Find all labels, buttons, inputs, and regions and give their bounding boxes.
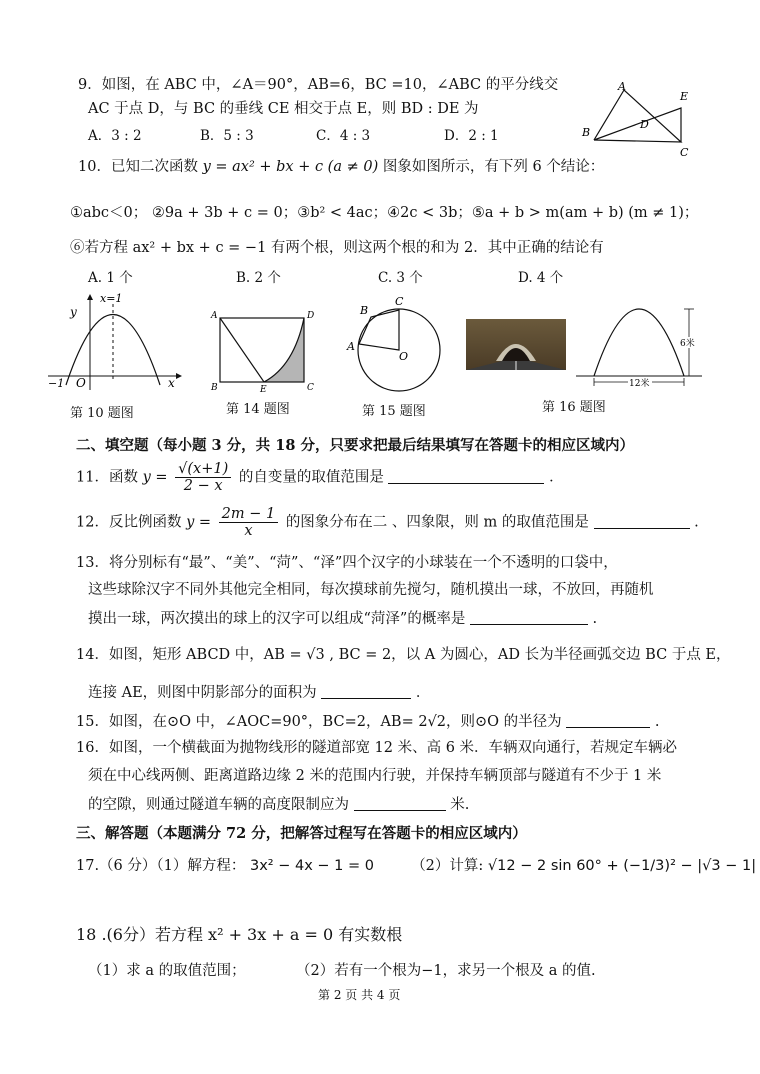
q14-answer-blank[interactable]: [321, 682, 411, 699]
q18-head: 18 .(6分）若方程 x² + 3x + a = 0 有实数根: [76, 925, 403, 944]
fig16-parabola: [594, 309, 684, 376]
fig15-label-c: C: [395, 295, 404, 308]
q16-line2: 须在中心线两侧、距离道路边缘 2 米的范围内行驶，并保持车辆顶部与隧道有不少于 1 米: [88, 768, 662, 784]
q16-line3: [88, 794, 469, 815]
q11-numerator: √(x+1): [175, 461, 231, 478]
fig10-y-arrow: [87, 294, 93, 300]
section3-title: 三、解答题（本题满分 72 分，把解答过程写在答题卡的相应区域内）: [76, 825, 527, 842]
fig16-height-label: 6米: [680, 339, 695, 349]
fig14-caption: 第 14 题图: [226, 402, 290, 417]
tunnel-photo: [466, 319, 566, 370]
q16-end: 米.: [450, 797, 470, 813]
q9-bisector-be: [594, 108, 681, 142]
fig15-caption: 第 15 题图: [362, 404, 426, 419]
fig15-label-o: O: [399, 350, 409, 363]
fig10-label-o: O: [76, 376, 86, 390]
q16-line1: 16．如图，一个横截面为抛物线形的隧道部宽 12 米、高 6 米．车辆双向通行，若规定车辆必: [76, 740, 678, 756]
fig14-shaded-region: [264, 318, 304, 382]
q13-line3: [88, 608, 597, 629]
q17: [76, 856, 756, 876]
q11-answer-blank[interactable]: [388, 467, 544, 484]
q12-answer-blank[interactable]: [594, 512, 690, 529]
q10-option-b: B. 2 个: [236, 270, 281, 286]
fig10-parabola: [48, 290, 183, 390]
q17-equation: 3x² − 4x − 1 = 0: [249, 858, 374, 874]
fig10-x-arrow: [176, 373, 182, 379]
q11-pre: 11．函数: [76, 469, 138, 486]
q11-denominator: 2 − x: [183, 478, 223, 494]
fig14-label-a: A: [211, 311, 218, 321]
q11-post: 的自变量的取值范围是: [238, 469, 384, 486]
q9-label-e: E: [680, 90, 689, 103]
q10-line1-pre: 10．已知二次函数: [78, 159, 198, 175]
q13-line2: 这些球除汉字不同外其他完全相同，每次摸球前先搅匀，随机摸出一球，不放回，再随机: [88, 582, 654, 598]
q14-line1: 14．如图，矩形 ABCD 中，AB = √3 , BC = 2，以 A 为圆心，AD 长为半径画弧交边 BC 于点 E，: [76, 647, 731, 663]
q17-expression: √12 − 2 sin 60° + (−1/3)² − |√3 − 1|: [487, 858, 757, 874]
q15-answer-blank[interactable]: [566, 711, 650, 728]
q17-head: 17.（6 分）（1）解方程：: [76, 858, 246, 874]
fig15-label-b: B: [360, 304, 369, 317]
q10-line1-post: 图象如图所示，有下列 6 个结论：: [382, 159, 605, 175]
fig10-curve: [66, 315, 160, 386]
fig10-label-neg1: −1: [48, 377, 65, 390]
q10-line1: [78, 157, 604, 177]
fig16-width-label: 12米: [629, 379, 650, 389]
q10-option-a: A. 1 个: [88, 270, 133, 286]
q13-line1: 13．将分别标有“最”、“美”、“菏”、“泽”四个汉字的小球装在一个不透明的口袋中，: [76, 555, 618, 571]
q13-line3-text: 摸出一球，两次摸出的球上的汉字可以组成“菏泽”的概率是: [88, 611, 466, 627]
q9-option-c: C．4 : 3: [316, 128, 371, 144]
q12: [76, 506, 699, 539]
q9-option-d: D．2 : 1: [444, 128, 499, 144]
q10-option-c: C. 3 个: [378, 270, 423, 286]
fig10-label-x: x: [168, 376, 175, 390]
q10-line1-formula: y = ax² + bx + c (a ≠ 0): [202, 159, 379, 175]
fig14-label-d: D: [307, 311, 315, 321]
q11-end: ．: [549, 469, 564, 486]
q9-line2: AC 于点 D，与 BC 的垂线 CE 相交于点 E，则 BD : DE 为: [88, 101, 479, 117]
q14-end: ．: [415, 685, 431, 701]
q13-answer-blank[interactable]: [470, 608, 588, 625]
q18-sub2: （2）若有一个根为−1，求另一个根及 a 的值.: [296, 963, 596, 979]
q9-option-b: B．5 : 3: [200, 128, 254, 144]
q9-label-b: B: [582, 126, 591, 139]
q9-label-d: D: [640, 118, 649, 131]
q9-label-c: C: [680, 146, 689, 159]
q9-option-a: A．3 : 2: [88, 128, 142, 144]
fig14-label-b: B: [211, 383, 218, 392]
fig15-label-a: A: [347, 340, 355, 353]
q11-fraction: [175, 461, 231, 494]
fig14-segment-ae: [220, 318, 264, 382]
fig10-caption: 第 10 题图: [70, 406, 134, 421]
fig10-label-axis: x=1: [100, 292, 123, 305]
q9-triangle-abc: [594, 90, 681, 142]
q9-triangle-figure: [576, 80, 696, 160]
q18-sub1: （1）求 a 的取值范围；: [88, 963, 246, 979]
q11: [76, 461, 564, 494]
fig10-label-y: y: [70, 305, 77, 319]
page-footer: 第 2 页 共 4 页: [318, 988, 401, 1002]
q10-option-d: D. 4 个: [518, 270, 564, 286]
q17-part2: （2）计算:: [411, 858, 484, 874]
q16-line3-text: 的空隙，则通过隧道车辆的高度限制应为: [88, 797, 349, 813]
q12-end: .: [694, 514, 699, 531]
q13-end: .: [592, 611, 598, 627]
q15-end: .: [654, 714, 660, 730]
q12-post: 的图象分布在二 、四象限，则 m 的取值范围是: [285, 514, 589, 531]
q12-fraction: [219, 506, 279, 539]
q12-numerator: 2m − 1: [219, 506, 279, 523]
fig14-rectangle: [208, 306, 320, 392]
fig14-label-c: C: [307, 383, 314, 392]
q14-line2-text: 连接 AE，则图中阴影部分的面积为: [88, 685, 317, 701]
q14-line2: [88, 682, 430, 703]
q16-answer-blank[interactable]: [354, 794, 446, 811]
q10-line3: ⑥若方程 ax² + bx + c = −1 有两个根，则这两个根的和为 2．其中正确的结论有: [70, 240, 604, 256]
q12-pre: 12．反比例函数: [76, 514, 182, 531]
q15: [76, 711, 660, 732]
fig15-circle: [340, 292, 444, 396]
fig16-caption: 第 16 题图: [542, 400, 606, 415]
q11-y: y =: [142, 469, 168, 486]
fig14-label-e: E: [260, 385, 267, 392]
section2-title: 二、填空题（每小题 3 分，共 18 分，只要求把最后结果填写在答题卡的相应区域内）: [76, 437, 634, 454]
q10-conclusions: ①abc＜0； ②9a + 3b + c = 0；③b² < 4ac；④2c < 3b；⑤a + b > m(am + b) (m ≠ 1)；: [70, 205, 699, 221]
fig16-parabola-tunnel: [576, 300, 704, 394]
q9-line1: 9．如图，在 ABC 中，∠A＝90°，AB=6，BC =10，∠ABC 的平分线交: [78, 77, 559, 93]
q12-y: y =: [186, 514, 212, 531]
q15-text: 15．如图，在⊙O 中，∠AOC=90°，BC=2，AB= 2√2，则⊙O 的半径为: [76, 714, 562, 730]
q12-denominator: x: [244, 523, 253, 539]
q9-label-a: A: [618, 80, 626, 93]
